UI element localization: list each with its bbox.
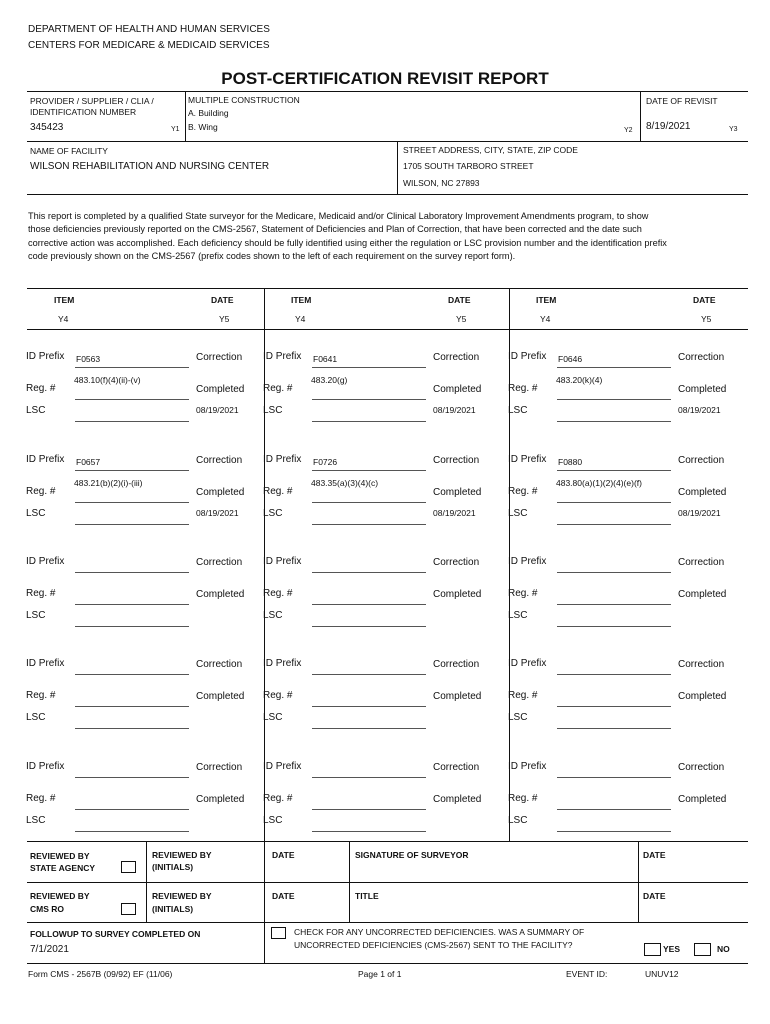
reg-number-label: Reg. # <box>508 793 538 804</box>
column-item-code: Y4 <box>540 314 551 324</box>
correction-label: Correction <box>196 455 243 466</box>
uncorrected-question-2: UNCORRECTED DEFICIENCIES (CMS-2567) SENT TO THE FACILITY? <box>294 940 573 950</box>
lsc-field[interactable] <box>75 524 189 525</box>
id-prefix-label: ID Prefix <box>508 454 547 465</box>
lsc-field[interactable] <box>312 524 426 525</box>
title-label: TITLE <box>355 891 379 901</box>
completed-label: Completed <box>678 589 727 600</box>
completed-date-value: 08/19/2021 <box>196 508 239 518</box>
lsc-label: LSC <box>26 508 46 519</box>
signature-date-label: DATE <box>643 850 666 860</box>
reg-number-label: Reg. # <box>26 690 56 701</box>
id-prefix-label: ID Prefix <box>26 761 65 772</box>
id-prefix-label: ID Prefix <box>26 351 65 362</box>
reg-number-label: Reg. # <box>508 588 538 599</box>
lsc-label: LSC <box>263 508 283 519</box>
reg-number-value: 483.10(f)(4)(ii)-(v) <box>74 375 141 385</box>
reg-number-value: 483.20(k)(4) <box>556 375 603 385</box>
page-number: Page 1 of 1 <box>358 969 402 979</box>
revisit-code: Y3 <box>729 126 738 133</box>
lsc-label: LSC <box>508 712 528 723</box>
correction-label: Correction <box>678 659 725 670</box>
correction-label: Correction <box>196 659 243 670</box>
completed-label: Completed <box>196 487 245 498</box>
uncorrected-checkbox[interactable] <box>271 927 286 939</box>
address-label: STREET ADDRESS, CITY, STATE, ZIP CODE <box>403 145 578 155</box>
correction-label: Correction <box>678 557 725 568</box>
reg-number-label: Reg. # <box>508 486 538 497</box>
state-agency-checkbox[interactable] <box>121 861 136 873</box>
id-prefix-field[interactable] <box>75 572 189 573</box>
reg-number-field[interactable] <box>557 399 671 400</box>
wing-label: B. Wing <box>188 122 218 132</box>
completed-label: Completed <box>433 589 482 600</box>
id-prefix-label: ID Prefix <box>263 454 302 465</box>
id-prefix-field[interactable] <box>75 777 189 778</box>
reg-number-label: Reg. # <box>263 793 293 804</box>
lsc-field[interactable] <box>557 421 671 422</box>
reg-number-field[interactable] <box>75 502 189 503</box>
reg-number-field[interactable] <box>312 399 426 400</box>
id-prefix-label: ID Prefix <box>508 351 547 362</box>
id-prefix-field[interactable] <box>312 674 426 675</box>
id-prefix-field[interactable] <box>75 367 189 368</box>
id-prefix-field[interactable] <box>312 572 426 573</box>
lsc-label: LSC <box>508 508 528 519</box>
lsc-label: LSC <box>26 815 46 826</box>
lsc-label: LSC <box>26 405 46 416</box>
state-agency-label: STATE AGENCY <box>30 863 96 873</box>
lsc-field[interactable] <box>75 421 189 422</box>
correction-label: Correction <box>196 557 243 568</box>
id-prefix-label: ID Prefix <box>26 556 65 567</box>
completed-label: Completed <box>678 487 727 498</box>
lsc-field[interactable] <box>75 728 189 729</box>
lsc-field[interactable] <box>75 626 189 627</box>
column-date-code: Y5 <box>456 314 467 324</box>
address-city: WILSON, NC 27893 <box>403 178 480 188</box>
initials-label: (INITIALS) <box>152 862 194 872</box>
id-prefix-label: ID Prefix <box>263 761 302 772</box>
reg-number-label: Reg. # <box>26 383 56 394</box>
lsc-field[interactable] <box>557 524 671 525</box>
cms-ro-checkbox[interactable] <box>121 903 136 915</box>
lsc-label: LSC <box>508 815 528 826</box>
reg-number-label: Reg. # <box>263 486 293 497</box>
form-title: POST-CERTIFICATION REVISIT REPORT <box>221 69 549 88</box>
correction-label: Correction <box>433 659 480 670</box>
reg-number-value: 483.80(a)(1)(2)(4)(e)(f) <box>556 478 642 488</box>
id-prefix-label: ID Prefix <box>263 658 302 669</box>
correction-label: Correction <box>678 455 725 466</box>
column-item-header: ITEM <box>536 295 557 305</box>
intro-paragraph: This report is completed by a qualified State surveyor for the Medicare, Medicaid and/or Clinical Laboratory Improvement Amendments program, to show those deficiencies previously reported on the CMS-2567, Statement of Deficiencies and Plan of Correction, that have been corrected and the date such corrective action was accomplished. Each deficiency should be fully identified using either the regulation or LSC provision number and the identification prefix code previously shown on the CMS-2567 (prefix codes shown to the left of each requirement on the survey report form). <box>28 211 667 261</box>
column-date-header: DATE <box>448 295 471 305</box>
column-date-code: Y5 <box>701 314 712 324</box>
signature-label: SIGNATURE OF SURVEYOR <box>355 850 469 860</box>
completed-label: Completed <box>433 487 482 498</box>
completed-date-value: 08/19/2021 <box>678 508 721 518</box>
completed-date-value: 08/19/2021 <box>678 405 721 415</box>
reg-number-field[interactable] <box>557 604 671 605</box>
completed-label: Completed <box>433 384 482 395</box>
building-label: A. Building <box>188 108 229 118</box>
construction-label: MULTIPLE CONSTRUCTION <box>188 95 300 105</box>
revisit-date-label: DATE OF REVISIT <box>646 96 718 106</box>
id-prefix-field[interactable] <box>75 470 189 471</box>
no-checkbox[interactable] <box>694 943 711 956</box>
lsc-label: LSC <box>26 712 46 723</box>
reg-number-field[interactable] <box>75 399 189 400</box>
id-prefix-field[interactable] <box>312 777 426 778</box>
uncorrected-question: CHECK FOR ANY UNCORRECTED DEFICIENCIES. WAS A SUMMARY OF <box>294 927 585 937</box>
agency-name: CENTERS FOR MEDICARE & MEDICAID SERVICES <box>28 40 270 51</box>
yes-label: YES <box>663 944 681 954</box>
lsc-label: LSC <box>263 712 283 723</box>
completed-label: Completed <box>196 384 245 395</box>
cms-initials-label: REVIEWED BY <box>152 891 212 901</box>
followup-label: FOLLOWUP TO SURVEY COMPLETED ON <box>30 929 201 939</box>
column-item-code: Y4 <box>295 314 306 324</box>
lsc-label: LSC <box>26 610 46 621</box>
title-date-label: DATE <box>643 891 666 901</box>
department-name: DEPARTMENT OF HEALTH AND HUMAN SERVICES <box>28 24 270 35</box>
id-prefix-value: F0726 <box>313 457 338 467</box>
lsc-field[interactable] <box>75 831 189 832</box>
reg-number-label: Reg. # <box>508 690 538 701</box>
id-prefix-field[interactable] <box>75 674 189 675</box>
reg-number-field[interactable] <box>312 809 426 810</box>
reg-number-field[interactable] <box>557 809 671 810</box>
reg-number-field[interactable] <box>312 706 426 707</box>
id-prefix-label: ID Prefix <box>508 761 547 772</box>
completed-date-value: 08/19/2021 <box>433 405 476 415</box>
reg-number-field[interactable] <box>75 809 189 810</box>
reg-number-label: Reg. # <box>263 690 293 701</box>
provider-code: Y1 <box>171 126 180 133</box>
reg-number-label: Reg. # <box>26 486 56 497</box>
lsc-field[interactable] <box>557 626 671 627</box>
column-item-code: Y4 <box>58 314 69 324</box>
completed-label: Completed <box>433 691 482 702</box>
completed-label: Completed <box>678 384 727 395</box>
id-prefix-field[interactable] <box>557 572 671 573</box>
correction-label: Correction <box>433 762 480 773</box>
lsc-field[interactable] <box>312 421 426 422</box>
id-prefix-field[interactable] <box>557 674 671 675</box>
id-prefix-label: ID Prefix <box>263 351 302 362</box>
provider-number: 345423 <box>30 122 64 133</box>
completed-label: Completed <box>433 794 482 805</box>
lsc-label: LSC <box>263 610 283 621</box>
reg-number-field[interactable] <box>312 604 426 605</box>
facility-label: NAME OF FACILITY <box>30 146 108 156</box>
id-prefix-value: F0641 <box>313 354 338 364</box>
lsc-label: LSC <box>508 405 528 416</box>
address-street: 1705 SOUTH TARBORO STREET <box>403 161 534 171</box>
reviewed-by-cms-label: REVIEWED BY <box>30 891 90 901</box>
lsc-label: LSC <box>508 610 528 621</box>
reg-number-value: 483.35(a)(3)(4)(c) <box>311 478 379 488</box>
column-date-code: Y5 <box>219 314 230 324</box>
facility-name: WILSON REHABILITATION AND NURSING CENTER <box>30 161 270 172</box>
column-item-header: ITEM <box>291 295 312 305</box>
event-id-label: EVENT ID: <box>566 969 608 979</box>
correction-label: Correction <box>196 352 243 363</box>
reg-number-value: 483.21(b)(2)(i)-(iii) <box>74 478 143 488</box>
lsc-field[interactable] <box>312 728 426 729</box>
completed-date-value: 08/19/2021 <box>196 405 239 415</box>
yes-checkbox[interactable] <box>644 943 661 956</box>
correction-label: Correction <box>433 557 480 568</box>
id-prefix-field[interactable] <box>557 470 671 471</box>
lsc-field[interactable] <box>312 626 426 627</box>
reg-number-field[interactable] <box>75 604 189 605</box>
id-prefix-label: ID Prefix <box>508 658 547 669</box>
reg-number-label: Reg. # <box>26 588 56 599</box>
completed-label: Completed <box>196 794 245 805</box>
id-prefix-value: F0563 <box>76 354 101 364</box>
cms-initials-label-2: (INITIALS) <box>152 904 194 914</box>
reg-number-value: 483.20(g) <box>311 375 348 385</box>
completed-label: Completed <box>678 794 727 805</box>
cms-date-label: DATE <box>272 891 295 901</box>
provider-label: PROVIDER / SUPPLIER / CLIA / <box>30 96 154 106</box>
id-prefix-label: ID Prefix <box>26 454 65 465</box>
id-prefix-value: F0646 <box>558 354 583 364</box>
id-prefix-label: ID Prefix <box>263 556 302 567</box>
id-prefix-value: F0880 <box>558 457 583 467</box>
form-number: Form CMS - 2567B (09/92) EF (11/06) <box>28 969 173 979</box>
correction-label: Correction <box>433 455 480 466</box>
column-date-header: DATE <box>693 295 716 305</box>
reg-number-label: Reg. # <box>263 588 293 599</box>
reg-number-field[interactable] <box>75 706 189 707</box>
id-prefix-label: ID Prefix <box>26 658 65 669</box>
event-id: UNUV12 <box>645 969 679 979</box>
reg-number-label: Reg. # <box>263 383 293 394</box>
correction-label: Correction <box>196 762 243 773</box>
correction-label: Correction <box>433 352 480 363</box>
construction-code: Y2 <box>624 127 633 134</box>
lsc-field[interactable] <box>557 728 671 729</box>
correction-label: Correction <box>678 352 725 363</box>
column-item-header: ITEM <box>54 295 75 305</box>
id-prefix-field[interactable] <box>557 777 671 778</box>
revisit-date: 8/19/2021 <box>646 121 691 132</box>
review-date-label: DATE <box>272 850 295 860</box>
cms-ro-label: CMS RO <box>30 904 64 914</box>
reg-number-label: Reg. # <box>508 383 538 394</box>
reg-number-field[interactable] <box>557 502 671 503</box>
id-prefix-label: ID Prefix <box>508 556 547 567</box>
reg-number-label: Reg. # <box>26 793 56 804</box>
completed-label: Completed <box>196 589 245 600</box>
id-prefix-value: F0657 <box>76 457 101 467</box>
completed-label: Completed <box>678 691 727 702</box>
provider-label-2: IDENTIFICATION NUMBER <box>30 107 137 117</box>
id-prefix-field[interactable] <box>312 367 426 368</box>
followup-date: 7/1/2021 <box>30 944 69 955</box>
no-label: NO <box>717 944 730 954</box>
id-prefix-field[interactable] <box>312 470 426 471</box>
id-prefix-field[interactable] <box>557 367 671 368</box>
lsc-field[interactable] <box>312 831 426 832</box>
reviewed-by-initials-label: REVIEWED BY <box>152 850 212 860</box>
correction-label: Correction <box>678 762 725 773</box>
lsc-label: LSC <box>263 815 283 826</box>
column-date-header: DATE <box>211 295 234 305</box>
completed-date-value: 08/19/2021 <box>433 508 476 518</box>
lsc-field[interactable] <box>557 831 671 832</box>
reviewed-by-state-label: REVIEWED BY <box>30 851 90 861</box>
reg-number-field[interactable] <box>312 502 426 503</box>
lsc-label: LSC <box>263 405 283 416</box>
completed-label: Completed <box>196 691 245 702</box>
reg-number-field[interactable] <box>557 706 671 707</box>
